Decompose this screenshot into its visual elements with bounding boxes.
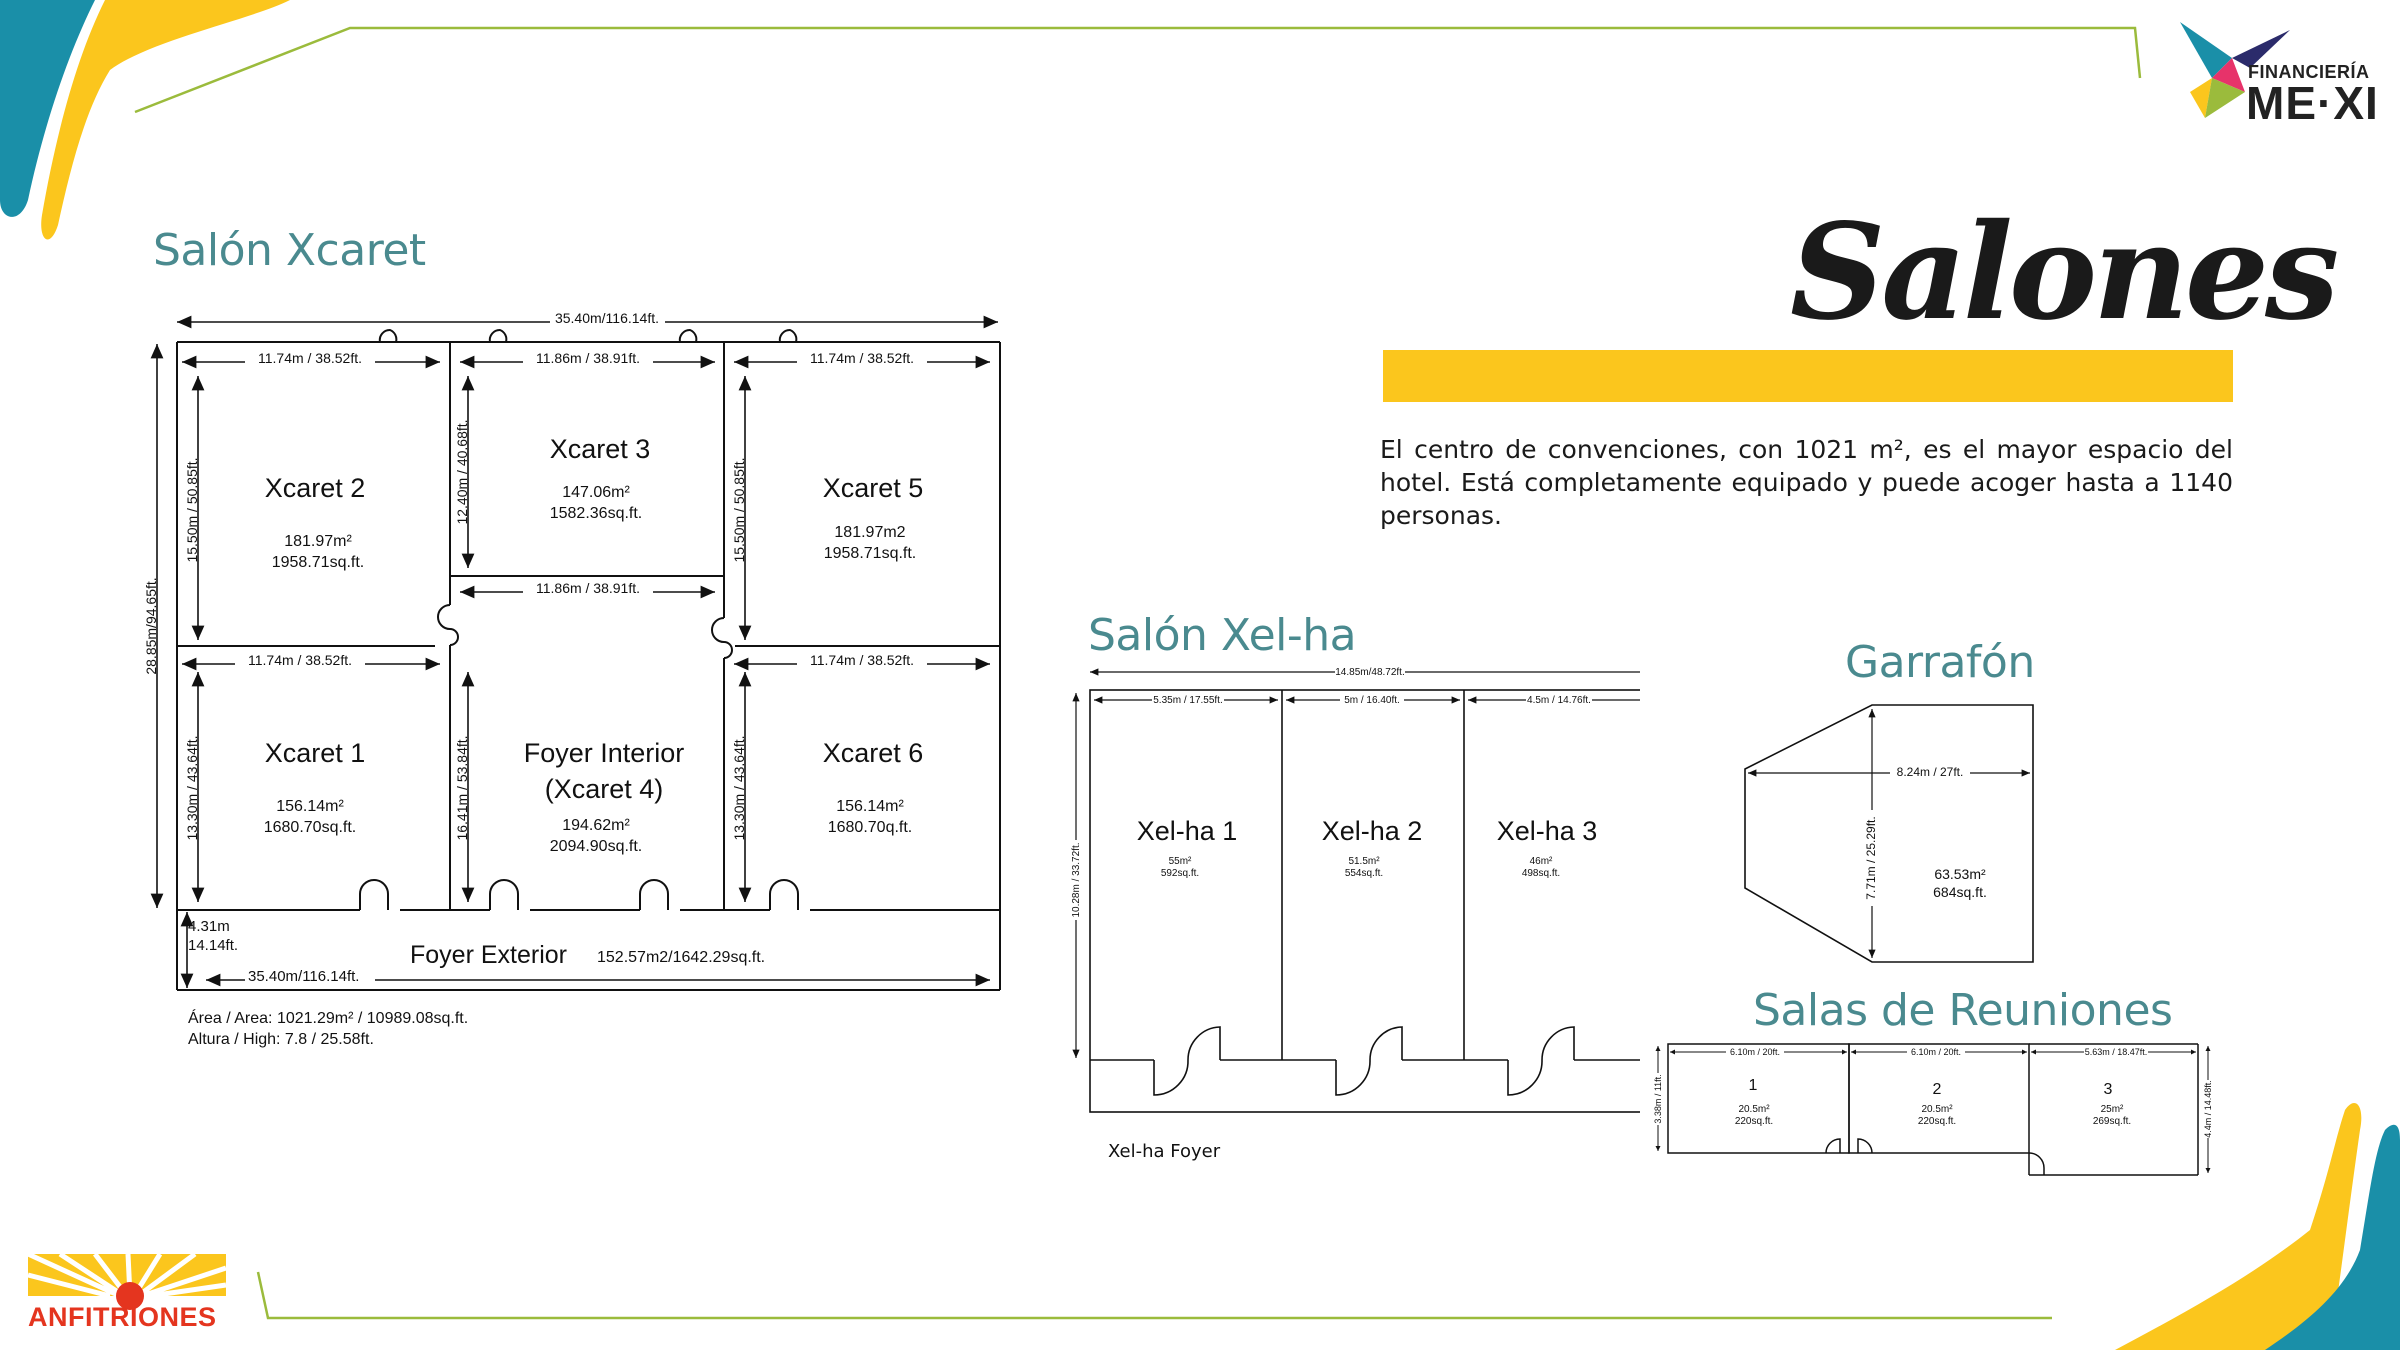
room-xcaret-4-sqft: 2094.90sq.ft. [549, 838, 643, 855]
room-xcaret-5-name: Xcaret 5 [822, 473, 924, 503]
room-xelha-2-name: Xel-ha 2 [1321, 816, 1423, 846]
room-xcaret-1-name: Xcaret 1 [264, 738, 366, 768]
salas-w3: 5.63m / 18.47ft. [2084, 1047, 2148, 1057]
description-text: El centro de convenciones, con 1021 m², es el mayor espacio del hotel. Está completamente equipado y puede acoger hasta a 1140 personas. [1380, 435, 2233, 530]
xcaret-h-x1: 13.30m / 43.64ft. [184, 735, 200, 841]
xelha-w1: 5.35m / 17.55ft. [1153, 695, 1223, 706]
xcaret-height-total: 28.85m/94.65ft. [143, 577, 159, 675]
room-xcaret-5-area: 181.97m2 [834, 524, 906, 541]
xcaret-h-foyer: 16.41m / 53.84ft. [454, 735, 470, 841]
xcaret-dim-right-low: 11.74m / 38.52ft. [809, 652, 915, 668]
salas-floorplan [1650, 1035, 2230, 1180]
room-xcaret-2-sqft: 1958.71sq.ft. [271, 554, 365, 571]
sala-1-num: 1 [1748, 1077, 1758, 1094]
xelha-w3: 4.5m / 14.76ft. [1527, 695, 1591, 706]
salas-title: Salas de Reuniones [1753, 985, 2173, 1036]
xcaret-floorplan [130, 300, 1030, 1060]
top-green-line [135, 28, 2140, 112]
room-xcaret-3-area: 147.06m² [562, 484, 630, 501]
garrafon-title: Garrafón [1845, 637, 2035, 688]
sala-3-num: 3 [2103, 1081, 2113, 1098]
xcaret-bottom-total: 35.40m/116.14ft. [248, 968, 360, 985]
garrafon-floorplan [1735, 695, 2055, 975]
room-xelha-1-area: 55m² [1168, 856, 1192, 867]
foyer-exterior-area: 152.57m2/1642.29sq.ft. [597, 949, 766, 966]
room-xcaret-1-sqft: 1680.70sq.ft. [263, 819, 357, 836]
anfitriones-logo-text: ANFITRIONES [28, 1302, 217, 1332]
foyer-depth-ft: 14.14ft. [188, 937, 239, 954]
room-xcaret-4-name: (Xcaret 4) [544, 774, 664, 804]
xcaret-h-x2: 15.50m / 50.85ft. [184, 457, 200, 563]
bottom-green-line [258, 1272, 2052, 1318]
sala-1-sqft: 220sq.ft. [1734, 1116, 1774, 1127]
salon-xcaret-title: Salón Xcaret [153, 225, 426, 276]
xcaret-h-x6: 13.30m / 43.64ft. [731, 735, 747, 841]
garrafon-area: 63.53m² [1934, 866, 1986, 882]
xcaret-h-x3: 12.40m / 40.68ft. [454, 419, 470, 525]
room-xelha-1-name: Xel-ha 1 [1136, 816, 1238, 846]
salon-xelha-title: Salón Xel-ha [1088, 610, 1357, 661]
room-xelha-1-sqft: 592sq.ft. [1160, 868, 1200, 879]
xelha-foyer: Xel-ha Foyer [1108, 1141, 1221, 1162]
mexi-logo-text: ME·XI [2246, 77, 2379, 129]
room-xcaret-2-area: 181.97m² [284, 533, 352, 550]
sala-3-area: 25m² [2100, 1104, 2124, 1115]
salas-w2: 6.10m / 20ft. [1910, 1047, 1962, 1057]
salas-h-right: 4.4m / 14.48ft. [2203, 1080, 2213, 1138]
xcaret-area-note: Área / Area: 1021.29m² / 10989.08sq.ft. [188, 1010, 469, 1027]
room-xcaret-6-area: 156.14m² [836, 798, 904, 815]
foyer-depth-m: 4.31m [188, 918, 230, 935]
room-xcaret-1-area: 156.14m² [276, 798, 344, 815]
sala-2-sqft: 220sq.ft. [1917, 1116, 1957, 1127]
room-foyer-interior-name: Foyer Interior [523, 738, 685, 768]
room-xelha-2-sqft: 554sq.ft. [1344, 868, 1384, 879]
room-xcaret-5-sqft: 1958.71sq.ft. [823, 545, 917, 562]
garrafon-width: 8.24m / 27ft. [1896, 765, 1964, 779]
room-xcaret-4-area: 194.62m² [562, 817, 630, 834]
sala-1-area: 20.5m² [1738, 1104, 1770, 1115]
room-xcaret-2-name: Xcaret 2 [264, 473, 366, 503]
room-xelha-3-area: 46m² [1529, 856, 1553, 867]
room-xcaret-3-name: Xcaret 3 [549, 434, 651, 464]
salones-yellow-bar [1383, 350, 2233, 402]
room-xcaret-6-sqft: 1680.70q.ft. [827, 819, 913, 836]
xelha-total: 14.85m/48.72ft. [1335, 667, 1405, 678]
xcaret-dim-a: 11.74m / 38.52ft. [257, 350, 363, 366]
xcaret-height-note: Altura / High: 7.8 / 25.58ft. [188, 1031, 374, 1048]
garrafon-sqft: 684sq.ft. [1933, 884, 1987, 900]
foyer-exterior-name: Foyer Exterior [410, 941, 567, 969]
xcaret-dim-mid: 11.86m / 38.91ft. [535, 580, 641, 596]
room-xelha-2-area: 51.5m² [1348, 856, 1380, 867]
xcaret-dim-b: 11.86m / 38.91ft. [535, 350, 641, 366]
xelha-height: 10.28m / 33.72ft. [1071, 842, 1082, 918]
salas-h-left: 3.38m / 11ft. [1653, 1074, 1663, 1124]
room-xelha-3-name: Xel-ha 3 [1496, 816, 1598, 846]
xcaret-dim-left-low: 11.74m / 38.52ft. [247, 652, 353, 668]
room-xcaret-3-sqft: 1582.36sq.ft. [549, 505, 643, 522]
xelha-floorplan [1060, 655, 1640, 1195]
room-xelha-3-sqft: 498sq.ft. [1521, 868, 1561, 879]
page-heading: Salones [1790, 195, 2336, 350]
sala-3-sqft: 269sq.ft. [2092, 1116, 2132, 1127]
xcaret-top-total: 35.40m/116.14ft. [554, 310, 660, 326]
sala-2-area: 20.5m² [1921, 1104, 1953, 1115]
room-xcaret-6-name: Xcaret 6 [822, 738, 924, 768]
financiera-label: FINANCIERÍA [2248, 62, 2370, 82]
xcaret-dim-c: 11.74m / 38.52ft. [809, 350, 915, 366]
sala-2-num: 2 [1932, 1081, 1942, 1098]
xcaret-h-x5: 15.50m / 50.85ft. [731, 457, 747, 563]
salas-w1: 6.10m / 20ft. [1729, 1047, 1781, 1057]
xelha-w2: 5m / 16.40ft. [1344, 695, 1400, 706]
garrafon-height: 7.71m / 25.29ft. [1864, 816, 1878, 900]
